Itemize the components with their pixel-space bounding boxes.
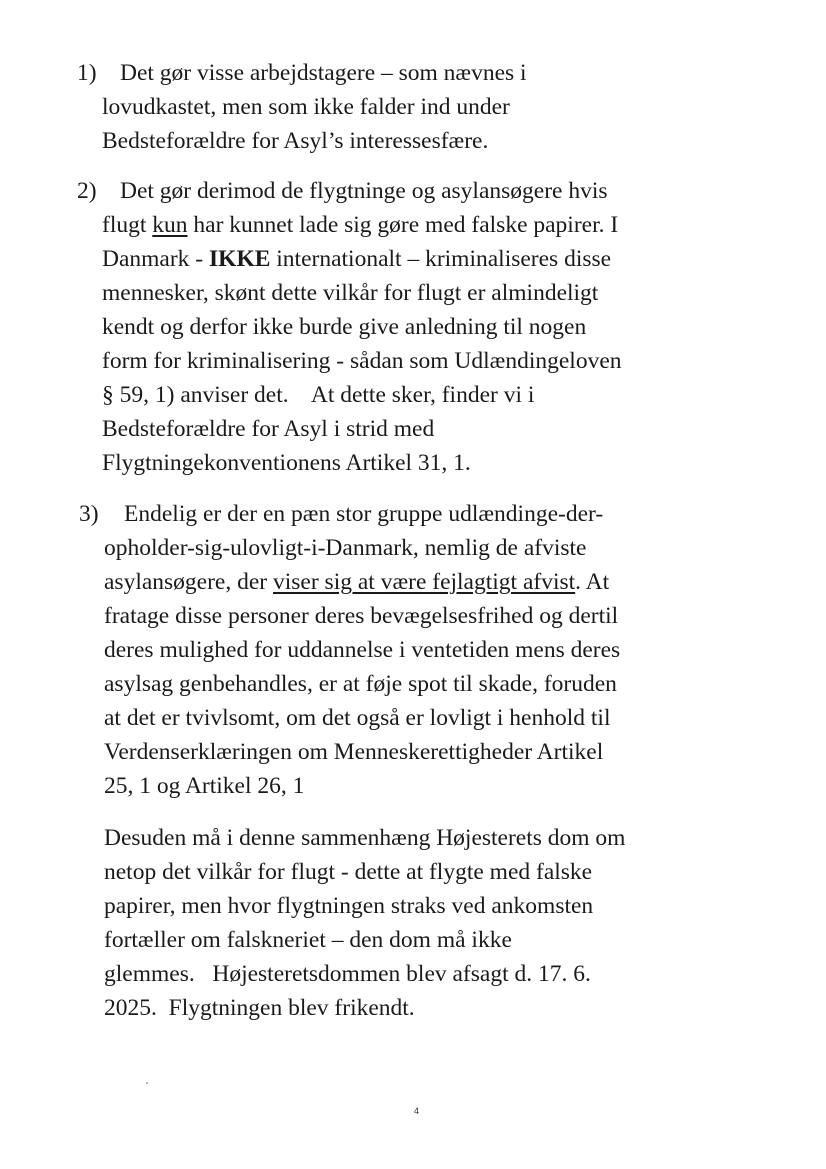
list-item-3 <box>79 497 620 803</box>
text-line: Verdenserklæringen om Menneskerettigheder Artikel <box>104 739 604 765</box>
list-item-1 <box>77 56 527 158</box>
text-line: papirer, men hvor flygtningen straks ved ankomsten <box>104 893 594 919</box>
bold-text: IKKE <box>209 246 271 272</box>
scan-speck <box>146 1082 148 1084</box>
text-line: Bedsteforældre for Asyl i strid med <box>102 416 435 442</box>
text-line: at det er tvivlsomt, om det også er lovligt i henhold til <box>104 705 611 731</box>
text-line: Endelig er der en pæn stor gruppe udlændinge-der- <box>124 501 604 527</box>
closing-paragraph <box>104 821 625 1025</box>
text-line: form for kriminalisering - sådan som Udlændingeloven <box>102 348 622 374</box>
text-line: Det gør visse arbejdstagere – som nævnes i <box>120 60 527 86</box>
text-line: Bedsteforældre for Asyl’s interessesfære. <box>102 128 489 154</box>
text-line: kendt og derfor ikke burde give anledning til nogen <box>102 314 587 340</box>
text-run: Danmark - <box>102 246 210 272</box>
text-line: fortæller om falskneriet – den dom må ikke <box>104 927 512 953</box>
list-number: 3) <box>79 501 99 527</box>
text-run: flugt <box>102 212 153 238</box>
text-line: opholder-sig-ulovligt-i-Danmark, nemlig de afviste <box>104 535 587 561</box>
text-line: Desuden må i denne sammenhæng Højesterets dom om <box>104 825 626 851</box>
text-line: fratage disse personer deres bevægelsesfrihed og dertil <box>104 603 619 629</box>
text-line: glemmes. Højesteretsdommen blev afsagt d. 17. 6. <box>104 961 591 987</box>
text-line: Flygtningekonventionens Artikel 31, 1. <box>102 450 471 476</box>
text-line: 25, 1 og Artikel 26, 1 <box>104 773 305 799</box>
text-line: Det gør derimod de flygtninge og asylansøgere hvis <box>120 178 608 204</box>
list-number: 2) <box>77 178 97 204</box>
text-line: asylsag genbehandles, er at føje spot til skade, foruden <box>104 671 617 697</box>
text-line: § 59, 1) anviser det. At dette sker, finder vi i <box>102 382 535 408</box>
list-number: 1) <box>77 60 97 86</box>
text-run: . At <box>575 569 610 595</box>
list-item-2 <box>77 174 622 480</box>
text-line: mennesker, skønt dette vilkår for flugt er almindeligt <box>102 280 599 306</box>
text-line: lovudkastet, men som ikke falder ind under <box>102 94 510 120</box>
text-run: asylansøgere, der <box>104 569 273 595</box>
underlined-text: viser sig at være fejlagtigt afvist <box>273 569 576 595</box>
text-line: deres mulighed for uddannelse i ventetiden mens deres <box>104 637 621 663</box>
text-run: har kunnet lade sig gøre med falske papirer. I <box>187 212 619 238</box>
text-run: internationalt – kriminaliseres disse <box>270 246 612 272</box>
underlined-text: kun <box>152 212 188 238</box>
page-number: 4 <box>414 1106 420 1116</box>
text-line: 2025. Flygtningen blev frikendt. <box>104 995 415 1021</box>
text-line: netop det vilkår for flugt - dette at flygte med falske <box>104 859 593 885</box>
